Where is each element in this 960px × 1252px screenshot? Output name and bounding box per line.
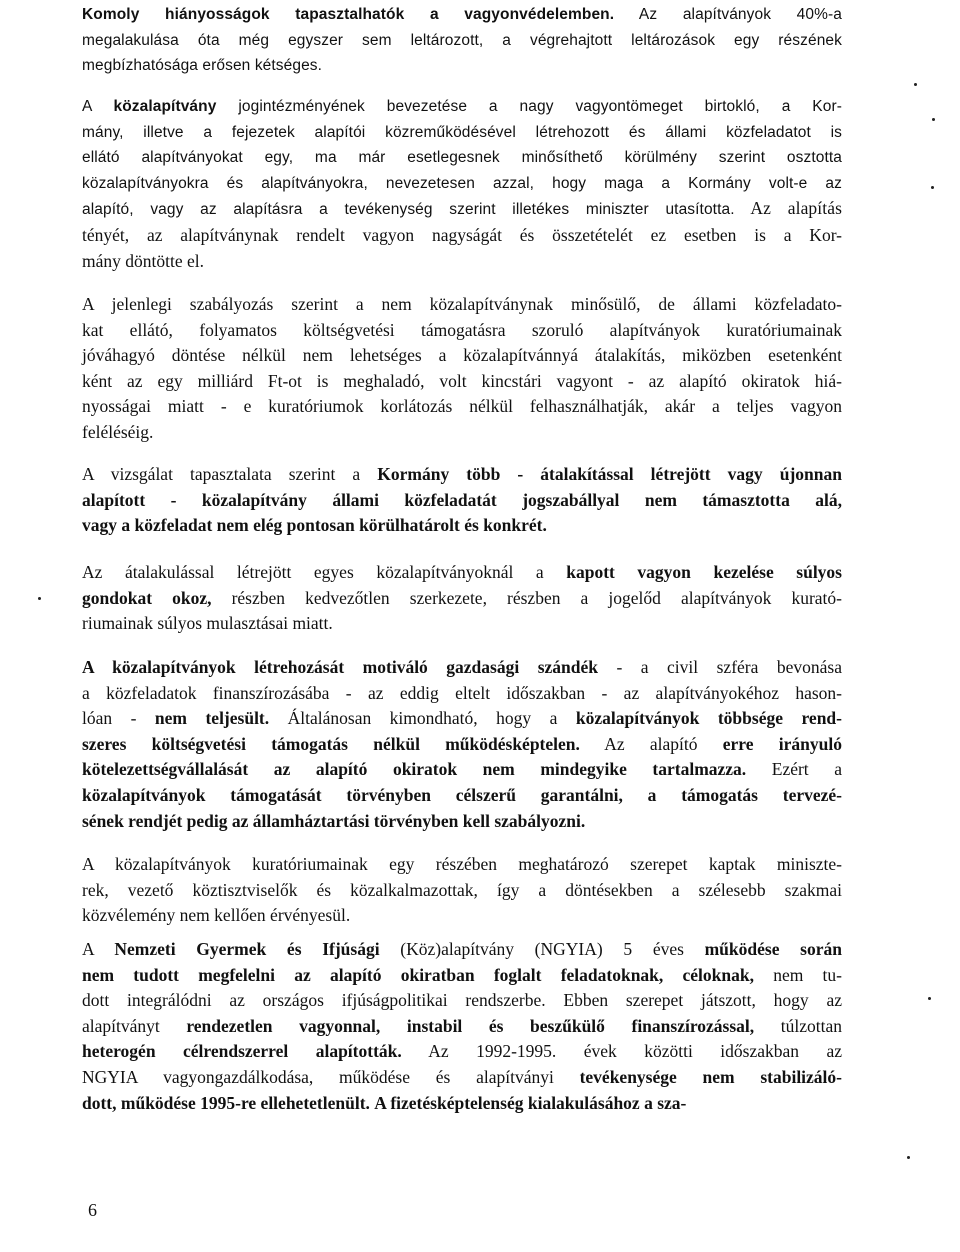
text-run: (Köz)alapítvány (NGYIA) 5 éves <box>379 939 705 959</box>
text-run: megbízhatósága erősen kétséges. <box>82 57 323 75</box>
text-line <box>82 1065 842 1091</box>
text-run: tényét, az alapítványnak rendelt vagyon nagyságát és összetételét ez esetben is a Kor- <box>82 224 842 245</box>
paragraph <box>82 462 842 539</box>
bold-text-run: nem teljesült. <box>154 708 270 729</box>
text-line <box>82 1039 842 1065</box>
text-line <box>82 394 842 420</box>
paragraph <box>82 655 842 834</box>
text-line <box>82 852 842 878</box>
text-line <box>82 223 842 249</box>
text-run: A <box>82 98 114 115</box>
bold-text-run: közalapítvány <box>113 98 217 115</box>
paragraph <box>82 94 842 274</box>
text-line <box>82 655 842 681</box>
text-line <box>82 462 842 488</box>
text-run: A közalapítványok kuratóriumainak egy részében meghatározó szerepet kaptak miniszte- <box>82 854 842 874</box>
text-run: mány döntötte el. <box>82 250 204 271</box>
scan-speck <box>38 597 41 600</box>
text-run: feléléséig. <box>82 421 154 442</box>
text-run: A <box>82 939 115 959</box>
text-run: részben kedvezőtlen szerkezete, részben a jogelőd alapítványok kurató- <box>211 587 842 608</box>
text-line <box>82 706 842 732</box>
text-run: túlzottan <box>754 1015 842 1036</box>
text-line <box>82 757 842 783</box>
text-line <box>82 196 842 223</box>
text-line <box>82 732 842 758</box>
bold-text-run: gondokat okoz, <box>82 587 212 608</box>
text-run: NGYIA vagyongazdálkodása, működése és alapítványi <box>82 1066 580 1087</box>
text-run: ként az egy milliárd Ft-ot is meghaladó, volt kincstári vagyont - az alapító okiratok hiá- <box>82 370 842 391</box>
paragraph <box>82 2 842 79</box>
text-line <box>82 53 842 79</box>
bold-text-run: közalapítványok támogatását törvényben célszerű garantálni, a támogatás tervezé- <box>82 784 842 805</box>
bold-text-run: rendezetlen vagyonnal, instabil és beszűkülő finanszírozással, <box>186 1015 755 1036</box>
text-run: a közfeladatok finanszírozásába - az eddig eltelt időszakban - az alapítványokéhoz hason- <box>82 682 842 703</box>
text-line <box>82 586 842 612</box>
text-run: nem tu- <box>753 964 842 985</box>
bold-text-run: Kormány több - átalakítással létrejött vagy újonnan <box>377 464 842 484</box>
text-run: riumainak súlyos mulasztásai miatt. <box>82 613 333 634</box>
text-run: ellátó alapítványokat egy, ma már esetlegesnek minősíthető körülmény szerint osztotta <box>82 149 842 167</box>
text-run: - a civil szféra bevonása <box>598 657 842 677</box>
bold-text-run: szeres költségvetési támogatás nélkül működésképtelen. <box>82 733 580 754</box>
bold-text-run: vagy a közfeladat nem elég pontosan körülhatárolt és konkrét. <box>82 515 547 536</box>
bold-text-run: közalapítványok többsége rend- <box>575 708 842 729</box>
text-run: lóan - <box>82 708 155 729</box>
text-line <box>82 611 842 637</box>
paragraph <box>82 852 842 929</box>
text-run: Általánosan kimondható, hogy a <box>269 708 576 729</box>
bold-text-run: Komoly hiányosságok tapasztalhatók a vagyonvédelemben. <box>82 6 615 23</box>
scan-speck <box>932 118 935 121</box>
paragraph <box>82 937 842 1116</box>
text-line <box>82 420 842 446</box>
text-line <box>82 963 842 989</box>
text-run: kat ellátó, folyamatos költségvetési támogatásra szoruló alapítványok kuratóriumainak <box>82 319 842 340</box>
page-number: 6 <box>88 1200 97 1220</box>
text-line <box>82 783 842 809</box>
scan-speck <box>914 83 917 86</box>
bold-text-run: sének rendjét pedig az államháztartási törvényben kell szabályozni. <box>82 810 586 831</box>
text-run: közvélemény nem kellően érvényesül. <box>82 905 351 926</box>
text-line <box>82 28 842 54</box>
text-run: Az 1992-1995. évek közötti időszakban az <box>401 1041 842 1062</box>
bold-text-run: kötelezettségvállalását az alapító okiratok nem mindegyike tartalmazza. <box>82 759 747 780</box>
bold-text-run: kapott vagyon kezelése súlyos <box>566 562 842 582</box>
bold-text-run: tevékenysége nem stabilizáló- <box>579 1066 842 1087</box>
paragraph <box>82 292 842 446</box>
scan-speck <box>907 1156 910 1159</box>
paragraph <box>82 560 842 637</box>
text-line <box>82 369 842 395</box>
text-run: rek, vezető köztisztviselők és közalkalmazottak, így a döntésekben a szélesebb szakmai <box>82 879 842 900</box>
text-run: jóváhagyó döntése nélkül nem lehetséges a közalapítvánnyá átalakítás, miközben esetenként <box>82 345 842 366</box>
text-line <box>82 903 842 929</box>
bold-text-run: erre irányuló <box>722 733 842 754</box>
text-run: Ezért a <box>746 759 842 780</box>
text-line <box>82 120 842 146</box>
text-line <box>82 94 842 120</box>
text-run: alapító, vagy az alapításra a tevékenység szerint illetékes miniszter utasította. <box>82 201 735 219</box>
text-run: mány, illetve a fejezetek alapítói közreműködésével létrehozott és állami közfeladatot is <box>82 123 842 141</box>
text-line <box>82 318 842 344</box>
bold-text-run: alapított - közalapítvány állami közfeladatát jogszabállyal nem támasztotta alá, <box>82 489 842 510</box>
bold-text-run: működése során <box>704 939 842 959</box>
bold-text-run: A közalapítványok létrehozását motiváló gazdasági szándék <box>82 657 598 677</box>
text-line <box>82 1014 842 1040</box>
text-run: közalapítványokra és alapítványokra, nevezetesen azzal, hogy maga a Kormány volt-e az <box>82 174 842 192</box>
bold-text-run: heterogén célrendszerrel alapították. <box>82 1041 402 1062</box>
text-line <box>82 1091 842 1117</box>
text-line <box>82 343 842 369</box>
text-line <box>82 560 842 586</box>
text-line <box>82 488 842 514</box>
text-line <box>82 292 842 318</box>
scan-speck <box>931 186 934 189</box>
text-run: Az alapítás <box>734 198 842 219</box>
text-run: dott integrálódni az országos ifjúságpolitikai rendszerbe. Ebben szerepet játszott, hogy az <box>82 990 842 1011</box>
bold-text-run: dott, működése 1995-re ellehetetlenült. <box>82 1092 370 1113</box>
text-run: alapítványt <box>82 1015 187 1036</box>
text-run: megalakulása óta még egyszer sem leltározott, a végrehajtott leltározások egy részének <box>82 31 842 49</box>
text-run: Az átalakulással létrejött egyes közalapítványoknál a <box>82 562 567 582</box>
text-run: jogintézményének bevezetése a nagy vagyontömeget birtokló, a Kor- <box>216 98 842 115</box>
bold-text-run: Nemzeti Gyermek és Ifjúsági <box>114 939 380 959</box>
text-run: A vizsgálat tapasztalata szerint a <box>82 464 378 484</box>
text-line <box>82 937 842 963</box>
text-line <box>82 988 842 1014</box>
bold-text-run: A fizetésképtelenség kialakulásához a sza- <box>374 1092 687 1113</box>
text-run: Az alapítványok 40%-a <box>614 6 842 23</box>
text-line <box>82 249 842 275</box>
text-line <box>82 878 842 904</box>
text-run: A jelenlegi szabályozás szerint a nem közalapítványnak minősülő, de állami közfeladato- <box>82 294 842 314</box>
text-line <box>82 2 842 28</box>
text-run: nyosságai miatt - e kuratóriumok korlátozás nélkül felhasználhatják, akár a teljes vagyon <box>82 396 842 417</box>
text-line <box>82 513 842 539</box>
bold-text-run: nem tudott megfelelni az alapító okiratban foglalt feladatoknak, céloknak, <box>82 964 754 985</box>
text-line <box>82 809 842 835</box>
text-line <box>82 171 842 197</box>
scan-speck <box>928 997 931 1000</box>
text-line <box>82 145 842 171</box>
text-line <box>82 681 842 707</box>
text-run: Az alapító <box>579 733 723 754</box>
